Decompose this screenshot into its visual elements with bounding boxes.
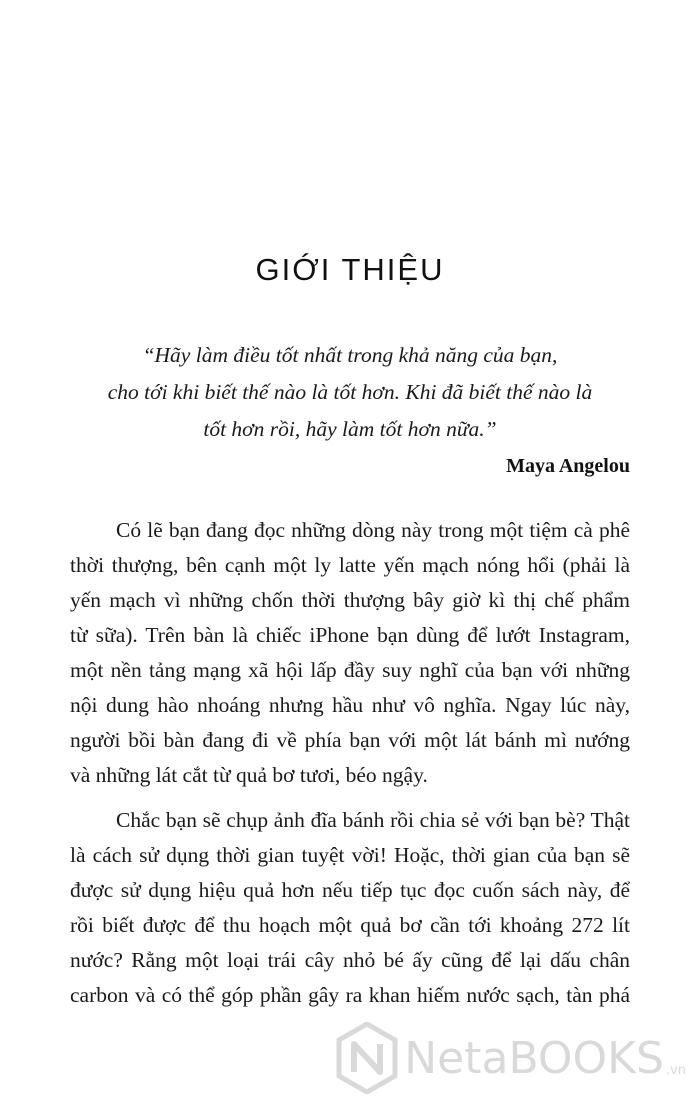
paragraph-line: được sử dụng hiệu quả hơn nếu tiếp tục đọc cuốn sách này, để	[70, 878, 630, 902]
body-paragraph	[70, 803, 630, 1013]
paragraph-line: nước? Rằng một loại trái cây nhỏ bé ấy cũng để lại dấu chân	[70, 948, 630, 972]
paragraph-line: yến mạch vì những chốn thời thượng bây giờ kì thị chế phẩm	[70, 588, 630, 612]
paragraph-line: và những lát cắt từ quả bơ tươi, béo ngậy.	[70, 763, 428, 787]
paragraph-line: nội dung hào nhoáng nhưng hầu như vô nghĩa. Ngay lúc này,	[70, 693, 630, 717]
publisher-watermark	[336, 1018, 686, 1098]
netabooks-logo-icon	[336, 1022, 398, 1094]
chapter-title: GIỚI THIỆU	[255, 252, 445, 287]
body-paragraph	[70, 513, 630, 793]
epigraph-attribution: Maya Angelou	[506, 455, 630, 477]
watermark-domain: .vn	[665, 1063, 686, 1078]
watermark-text: NetaBOOKS	[404, 1032, 664, 1084]
paragraph-line: carbon và có thể góp phần gây ra khan hiếm nước sạch, tàn phá	[70, 983, 630, 1007]
paragraph-line: Có lẽ bạn đang đọc những dòng này trong một tiệm cà phê	[116, 518, 630, 542]
epigraph-line: “Hãy làm điều tốt nhất trong khả năng của bạn,	[142, 343, 558, 367]
paragraph-line: rồi biết được để thu hoạch một quả bơ cần tới khoảng 272 lít	[70, 913, 630, 937]
paragraph-line: thời thượng, bên cạnh một ly latte yến mạch nóng hổi (phải là	[70, 553, 630, 577]
epigraph-line: cho tới khi biết thế nào là tốt hơn. Khi đã biết thế nào là	[107, 380, 593, 404]
paragraph-line: người bồi bàn đang đi về phía bạn với một lát bánh mì nướng	[70, 728, 630, 752]
epigraph-quote	[70, 337, 630, 448]
epigraph-line: tốt hơn rồi, hãy làm tốt hơn nữa.”	[203, 417, 497, 441]
paragraph-line: là cách sử dụng thời gian tuyệt vời! Hoặc, thời gian của bạn sẽ	[70, 843, 630, 867]
paragraph-line: một nền tảng mạng xã hội lấp đầy suy nghĩ của bạn với những	[70, 658, 630, 682]
paragraph-line: từ sữa). Trên bàn là chiếc iPhone bạn dùng để lướt Instagram,	[70, 623, 630, 647]
paragraph-line: Chắc bạn sẽ chụp ảnh đĩa bánh rồi chia sẻ với bạn bè? Thật	[116, 808, 630, 832]
